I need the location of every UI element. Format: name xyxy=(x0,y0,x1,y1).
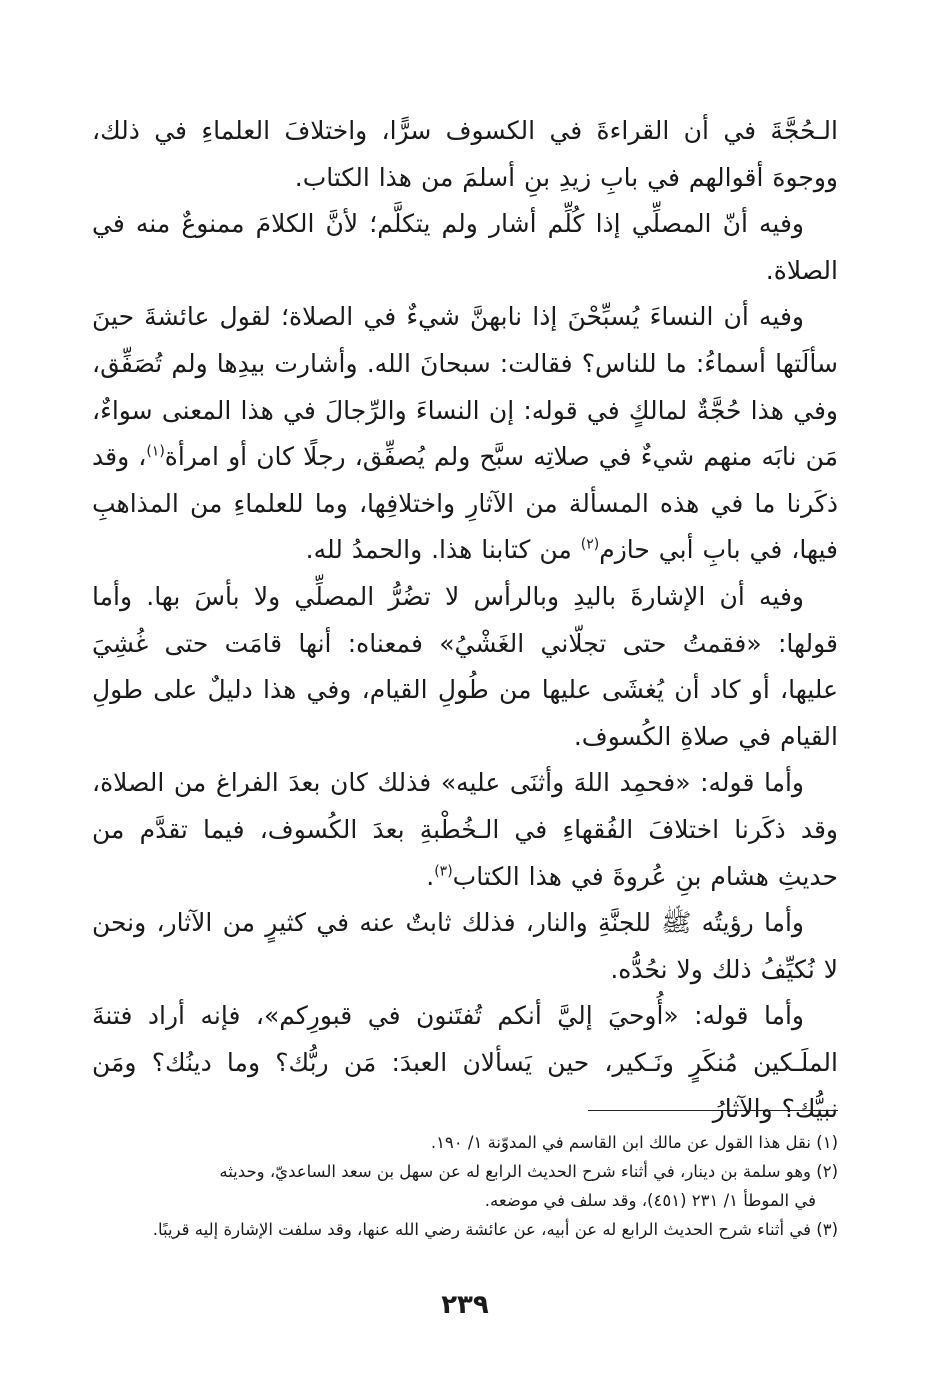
paragraph-3-part-1: وفيه أن النساءَ يُسبِّحْنَ إذا نابهنَّ شيءٌ في الصلاة؛ لقول عائشةَ حينَ سألَتها أسماءُ: ما للناس؟ فقالت: سبحانَ الله. وأشارت بيدِها ولم تُصَفِّق، وفي هذا حُجَّةٌ لمالكٍ في قوله: إن النساءَ والرِّجالَ في هذا المعنى سواءٌ، مَن نابَه منهم شيءٌ في صلاتِه سبَّح ولم يُصفِّق، رجلًا كان أو امرأة xyxy=(92,302,838,472)
footnote-ref-3[interactable]: (٣) xyxy=(434,863,453,880)
paragraph-4: وفيه أن الإشارةَ باليدِ وبالرأس لا تضُرُّ المصلِّي ولا بأسَ بها. وأما قولها: «فقمتُ حتى تجلّاني الغَشْيُ» فمعناه: أنها قامَت حتى غُشِيَ عليها، أو كاد أن يُغشَى عليها من طُولِ القيام، وفي هذا دليلٌ على طولِ القيام في صلاةِ الكُسوف. xyxy=(92,581,838,751)
paragraph-5-part-2: . xyxy=(426,861,435,891)
paragraph-5-part-1: وأما قوله: «فحمِد اللهَ وأثنَى عليه» فذلك كان بعدَ الفراغ من الصلاة، وقد ذكَرنا اختلافَ الفُقهاءِ في الـخُطْبةِ بعدَ الكُسوف، فيما تقدَّم من حديثِ هشام بنِ عُروةَ في هذا الكتاب xyxy=(92,768,838,891)
paragraph-3 xyxy=(92,294,838,574)
main-text xyxy=(92,108,838,1133)
footnotes xyxy=(92,1128,838,1244)
paragraph-3-part-3: من كتابنا هذا. والحمدُ لله. xyxy=(305,535,581,565)
paragraph-1: الـحُجَّةَ في أن القراءةَ في الكسوف سرًّا، واختلافَ العلماءِ في ذلك، ووجوهَ أقوالهم في بابِ زيدِ بنِ أسلمَ من هذا الكتاب. xyxy=(92,116,838,192)
footnote-separator xyxy=(588,1110,838,1111)
paragraph-6: وأما رؤيتُه ﷺ للجنَّةِ والنار، فذلك ثابتٌ عنه في كثيرٍ من الآثار، ونحن لا نُكيِّفُ ذلك ولا نحُدُّه. xyxy=(92,908,838,984)
footnote-2 xyxy=(92,1157,838,1215)
footnote-2-line-2: في الموطأ ١/ ٢٣١ (٤٥١)، وقد سلف في موضعه. xyxy=(484,1191,816,1210)
footnote-ref-2[interactable]: (٢) xyxy=(580,537,600,554)
paragraph-5 xyxy=(92,760,838,900)
paragraph-3-part-2: ، وقد ذكَرنا ما في هذه المسألة من الآثارِ واختلافِها، وما للعلماءِ من المذاهبِ فيها، في بابِ أبي حازم xyxy=(92,442,838,565)
paragraph-2: وفيه أنّ المصلِّي إذا كُلِّم أشار ولم يتكلَّم؛ لأنَّ الكلامَ ممنوعٌ منه في الصلاة. xyxy=(92,209,838,285)
paragraph-7: وأما قوله: «أُوحيَ إليَّ أنكم تُفتَنون في قبورِكم»، فإنه أراد فتنةَ الملَـكين مُنكَرٍ ونَـكير، حين يَسألان العبدَ: مَن ربُّك؟ وما دينُك؟ ومَن نبيُّك؟ والآثارُ xyxy=(92,1001,838,1124)
page-body xyxy=(92,108,838,1133)
page-number: ٢٣٩ xyxy=(441,1290,489,1320)
footnote-1: (١) نقل هذا القول عن مالك ابن القاسم في المدوّنة ١/ ١٩٠. xyxy=(430,1133,838,1152)
footnote-2-line-1: (٢) وهو سلمة بن دينار، في أثناء شرح الحديث الرابع له عن سهل بن سعد الساعديّ، وحديثه xyxy=(219,1162,838,1181)
footnote-3: (٣) في أثناء شرح الحديث الرابع له عن أبيه، عن عائشة رضي الله عنها، وقد سلفت الإشارة إليه قريبًا. xyxy=(152,1220,838,1239)
footnote-ref-1[interactable]: (١) xyxy=(146,443,165,460)
